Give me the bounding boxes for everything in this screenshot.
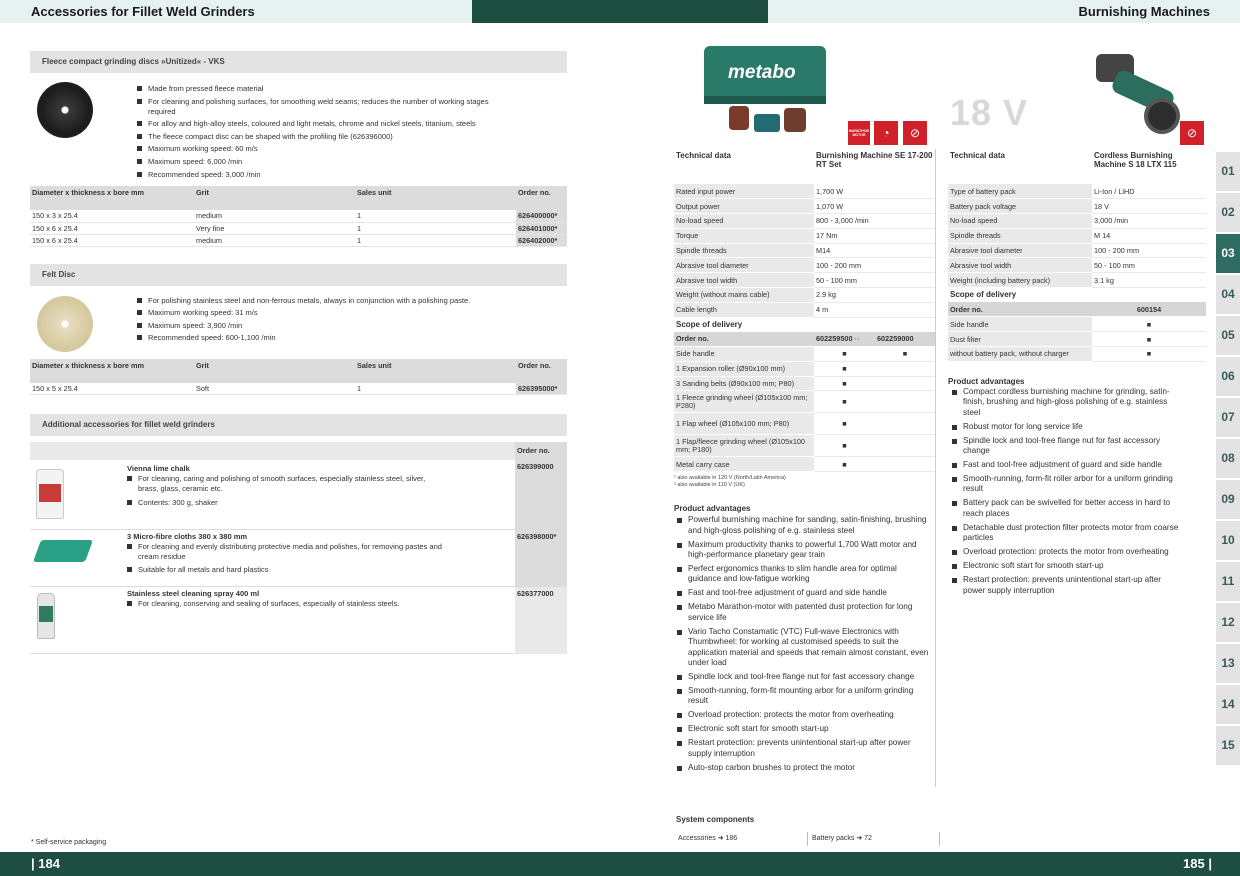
cell: Soft	[194, 383, 355, 395]
cell: 1 Flap/fleece grinding wheel (Ø105x100 mm; P180)	[674, 435, 814, 457]
restart-protection-icon: ⊘	[903, 121, 927, 145]
col-header: 602259500	[816, 334, 853, 344]
cell: No-load speed	[948, 214, 1092, 229]
cell	[875, 413, 935, 435]
table-header-row	[948, 302, 1206, 317]
se17-scope-table	[674, 332, 935, 472]
chalk-image	[36, 469, 64, 519]
table-row	[674, 302, 935, 317]
cell: Torque	[674, 228, 814, 243]
table-row	[674, 199, 935, 214]
cell: ■	[814, 346, 875, 361]
header-right	[768, 0, 1240, 23]
s18-volt-label: 18 V	[950, 92, 1029, 133]
vks-bullets	[137, 84, 517, 182]
footnote-self-service: * Self-service packaging	[31, 839, 107, 846]
list-item: Maximum working speed: 31 m/s	[137, 308, 557, 318]
list-item: The fleece compact disc can be shaped with the profiling file (626396000)	[137, 132, 517, 142]
marathon-badge	[848, 121, 870, 145]
cell: ■	[814, 457, 875, 472]
header-divider-band	[472, 0, 768, 23]
footnote-marks: ¹ ²	[854, 337, 860, 344]
vks-table	[30, 186, 567, 247]
cell: 1,070 W	[814, 199, 935, 214]
cell: ■	[814, 376, 875, 391]
list-item	[30, 587, 567, 654]
vks-section-title: Fleece compact grinding discs »Unitized« - VKS	[30, 51, 567, 73]
page-number-right: 185 |	[1183, 856, 1212, 871]
list-item: Recommended speed: 3,000 /min	[137, 170, 517, 180]
list-item: Contents: 300 g, shaker	[127, 498, 427, 508]
list-item	[30, 460, 567, 530]
list-item: Recommended speed: 600-1,100 /min	[137, 333, 557, 343]
list-item: Overload protection: protects the motor from overheating	[952, 547, 1180, 557]
tab-01[interactable]: 01	[1216, 152, 1240, 191]
order-cell: 626398000*	[515, 530, 567, 587]
table-row	[948, 228, 1206, 243]
tab-05[interactable]: 05	[1216, 316, 1240, 355]
table-row	[674, 214, 935, 229]
tab-12[interactable]: 12	[1216, 603, 1240, 642]
se17-adv-title: Product advantages	[674, 504, 751, 514]
tab-10[interactable]: 10	[1216, 521, 1240, 560]
tab-09[interactable]: 09	[1216, 480, 1240, 519]
list-item: Smooth-running, form-fit roller arbor for a uniform grinding result	[952, 474, 1180, 495]
tab-11[interactable]: 11	[1216, 562, 1240, 601]
table-row	[948, 346, 1206, 361]
cell: Abrasive tool diameter	[948, 243, 1092, 258]
s18-th-label: Technical data	[950, 151, 1005, 160]
vks-product	[30, 73, 567, 186]
additional-order-header: Order no.	[515, 442, 567, 460]
cell: ■	[875, 346, 935, 361]
order-cell: 626402000*	[516, 234, 567, 246]
cell: 100 - 200 mm	[1092, 243, 1206, 258]
order-cell: 626400000*	[516, 210, 567, 222]
table-row	[948, 258, 1206, 273]
table-row	[674, 288, 935, 303]
cell: No-load speed	[674, 214, 814, 229]
order-cell: 626401000*	[516, 222, 567, 234]
cell: ■	[1092, 317, 1206, 332]
table-row	[948, 184, 1206, 199]
list-item: Electronic soft start for smooth start-up	[952, 561, 1180, 571]
left-page	[30, 51, 567, 654]
cell: 50 - 100 mm	[1092, 258, 1206, 273]
system-link-battery-packs[interactable]: Battery packs ➜ 72	[808, 832, 940, 846]
cell	[875, 435, 935, 457]
vtc-icon: ◔	[874, 121, 898, 145]
list-item: Fast and tool-free adjustment of guard and side handle	[677, 588, 931, 598]
cell: medium	[194, 210, 355, 222]
list-item: Auto-stop carbon brushes to protect the motor	[677, 763, 931, 773]
table-row	[948, 199, 1206, 214]
list-item: Overload protection: protects the motor from overheating	[677, 710, 931, 720]
cell: 1 Fleece grinding wheel (Ø105x100 mm; P280)	[674, 391, 814, 413]
cell: Abrasive tool diameter	[674, 258, 814, 273]
cell: 1	[355, 383, 516, 395]
col-header: Diameter x thickness x bore mm	[30, 186, 194, 210]
list-item: Vario Tacho Constamatic (VTC) Full-wave Electronics with Thumbwheel: for working at customised speeds to suit the application material and speeds that remain almost constant, even under load	[677, 627, 931, 669]
cell: Battery pack voltage	[948, 199, 1092, 214]
cell: M14	[814, 243, 935, 258]
felt-product	[30, 286, 567, 359]
cell: Abrasive tool width	[948, 258, 1092, 273]
cell: M 14	[1092, 228, 1206, 243]
se17-th-product: Burnishing Machine SE 17-200 RT Set	[816, 151, 933, 169]
system-link-accessories[interactable]: Accessories ➜ 186	[676, 832, 808, 846]
item-name: 3 Micro-fibre cloths 380 x 380 mm	[127, 532, 248, 541]
cell: 150 x 5 x 25.4	[30, 383, 194, 395]
list-item: For cleaning, conserving and sealing of surfaces, especially of stainless steels.	[127, 599, 507, 609]
cell: ■	[814, 391, 875, 413]
list-item: Spindle lock and tool-free flange nut for fast accessory change	[952, 436, 1180, 457]
cell	[875, 457, 935, 472]
cell: without battery pack, without charger	[948, 346, 1092, 361]
cell: 1 Expansion roller (Ø90x100 mm)	[674, 361, 814, 376]
tab-04[interactable]: 04	[1216, 275, 1240, 314]
badge-label: MARATHON MOTOR	[848, 129, 870, 137]
se17-block	[674, 149, 936, 787]
list-item: Fast and tool-free adjustment of guard and side handle	[952, 460, 1180, 470]
cell: 150 x 3 x 25.4	[30, 210, 194, 222]
s18-block	[948, 149, 1206, 600]
col-header: Order no.	[516, 359, 567, 383]
s18-product-image	[1082, 50, 1194, 142]
se17-scope-title: Scope of delivery	[676, 319, 743, 329]
cell: 1	[355, 222, 516, 234]
list-item: For cleaning, caring and polishing of smooth surfaces, especially stainless steel, silver, brass, glass, ceramic etc.	[127, 474, 427, 494]
table-header-row	[674, 149, 935, 184]
cell: Type of battery pack	[948, 184, 1092, 199]
table-row	[30, 383, 567, 395]
system-title: System components	[676, 815, 755, 824]
cell: medium	[194, 234, 355, 246]
s18-spec-table	[948, 149, 1206, 288]
cell: ■	[814, 361, 875, 376]
list-item: Detachable dust protection filter protects motor from coarse particles	[952, 523, 1180, 544]
table-header-row	[30, 359, 567, 383]
list-item: Made from pressed fleece material	[137, 84, 517, 94]
col-header: Sales unit	[355, 186, 516, 210]
cell: 4 m	[814, 302, 935, 317]
cloth-image	[33, 540, 93, 562]
table-row	[674, 457, 935, 472]
cell: 1	[355, 210, 516, 222]
table-row	[674, 346, 935, 361]
header-left	[0, 0, 472, 23]
vks-disc-image	[37, 82, 93, 138]
table-row	[674, 391, 935, 413]
col-header: Order no.	[674, 332, 814, 347]
restart-protection-icon: ⊘	[1180, 121, 1204, 145]
tab-08[interactable]: 08	[1216, 439, 1240, 478]
felt-bullets	[137, 296, 557, 346]
list-item: Metabo Marathon-motor with patented dust protection for long service life	[677, 602, 931, 623]
cell: 3.1 kg	[1092, 273, 1206, 288]
col-header: Order no.	[516, 186, 567, 210]
table-row	[30, 222, 567, 234]
list-item: Restart protection: prevents unintentional start-up after power supply interruption	[952, 575, 1180, 596]
se17-product-image	[704, 46, 832, 146]
table-row	[948, 214, 1206, 229]
header-left-title: Accessories for Fillet Weld Grinders	[31, 4, 255, 19]
cell: 3 Sanding belts (Ø90x100 mm; P80)	[674, 376, 814, 391]
order-cell: 626395000*	[516, 383, 567, 395]
se17-notes	[674, 475, 935, 489]
list-item: Maximum working speed: 60 m/s	[137, 144, 517, 154]
felt-table	[30, 359, 567, 396]
cell: Side handle	[948, 317, 1092, 332]
tab-15[interactable]: 15	[1216, 726, 1240, 765]
cell: 17 Nm	[814, 228, 935, 243]
table-header-row	[948, 149, 1206, 184]
table-row	[948, 332, 1206, 347]
footnote: ² also available in 110 V (UK)	[674, 482, 745, 489]
list-item: Restart protection: prevents unintentional start-up after power supply interruption	[677, 738, 931, 759]
s18-adv-title: Product advantages	[948, 376, 1025, 386]
cell	[875, 361, 935, 376]
order-cell: 626377000	[515, 587, 567, 654]
cloth-text	[127, 532, 457, 578]
list-item: For cleaning and evenly distributing protective media and polishes, for removing pastes and cream residue	[127, 542, 457, 562]
spray-text	[127, 589, 507, 612]
cell: Metal carry case	[674, 457, 814, 472]
table-header-row	[30, 186, 567, 210]
cell: 18 V	[1092, 199, 1206, 214]
list-item: Robust motor for long service life	[952, 422, 1180, 432]
footnote: ¹ also available in 120 V (North/Latin America)	[674, 475, 786, 482]
cell	[875, 391, 935, 413]
list-item: Suitable for all metals and hard plastics	[127, 565, 457, 575]
table-row	[30, 234, 567, 246]
cell: Very fine	[194, 222, 355, 234]
table-row	[674, 435, 935, 457]
spray-image	[37, 593, 55, 639]
cell: ■	[1092, 346, 1206, 361]
system-components	[676, 815, 946, 846]
additional-header-row	[30, 442, 567, 460]
list-item: Maximum speed: 6,000 /min	[137, 157, 517, 167]
col-header: 602259000	[875, 332, 935, 347]
list-item: Smooth-running, form-fit mounting arbor for a uniform grinding result	[677, 686, 931, 707]
s18-scope-table	[948, 302, 1206, 362]
cell: Weight (without mains cable)	[674, 288, 814, 303]
s18-th-product: Cordless Burnishing Machine S 18 LTX 115	[1094, 151, 1177, 169]
cell: Spindle threads	[948, 228, 1092, 243]
list-item: Spindle lock and tool-free flange nut for fast accessory change	[677, 672, 931, 682]
footer-bar	[0, 852, 1240, 876]
list-item: Maximum productivity thanks to powerful 1,700 Watt motor and high-performance planetary gear train	[677, 540, 931, 561]
tab-13[interactable]: 13	[1216, 644, 1240, 683]
col-header: Grit	[194, 359, 355, 383]
tab-06[interactable]: 06	[1216, 357, 1240, 396]
case-brand-logo: metabo	[728, 62, 796, 83]
s18-advantages	[948, 387, 1206, 596]
se17-th-label: Technical data	[676, 151, 731, 160]
cell: 150 x 6 x 25.4	[30, 222, 194, 234]
cell: Spindle threads	[674, 243, 814, 258]
table-row	[674, 361, 935, 376]
table-row	[948, 273, 1206, 288]
list-item: Electronic soft start for smooth start-up	[677, 724, 931, 734]
table-row	[674, 413, 935, 435]
cell: ■	[1092, 332, 1206, 347]
table-row	[674, 243, 935, 258]
table-row	[948, 243, 1206, 258]
col-header: Sales unit	[355, 359, 516, 383]
table-row	[30, 210, 567, 222]
additional-section-title: Additional accessories for fillet weld grinders	[30, 414, 567, 436]
cell: 1,700 W	[814, 184, 935, 199]
list-item: Perfect ergonomics thanks to slim handle area for optimal guidance and low-fatigue working	[677, 564, 931, 585]
cell: 50 - 100 mm	[814, 273, 935, 288]
cell: Rated input power	[674, 184, 814, 199]
cell: 1 Flap wheel (Ø105x100 mm; P80)	[674, 413, 814, 435]
cell: 100 - 200 mm	[814, 258, 935, 273]
list-item: Battery pack can be swivelled for better access in hard to reach places	[952, 498, 1180, 519]
tab-07[interactable]: 07	[1216, 398, 1240, 437]
cell: Output power	[674, 199, 814, 214]
header-right-title: Burnishing Machines	[1078, 4, 1210, 19]
tab-14[interactable]: 14	[1216, 685, 1240, 724]
list-item	[30, 530, 567, 587]
cell: Cable length	[674, 302, 814, 317]
item-name: Stainless steel cleaning spray 400 ml	[127, 589, 260, 598]
list-item: Compact cordless burnishing machine for grinding, satin-finish, brushing and high-gloss polishing of e.g. stainless steel	[952, 387, 1180, 418]
felt-section-title: Felt Disc	[30, 264, 567, 286]
cell: Abrasive tool width	[674, 273, 814, 288]
cell: ■	[814, 435, 875, 457]
col-header: Grit	[194, 186, 355, 210]
list-item: For polishing stainless steel and non-ferrous metals, always in conjunction with a polishing paste.	[137, 296, 557, 306]
table-row	[674, 376, 935, 391]
order-cell: 626399000	[515, 460, 567, 530]
tab-02[interactable]: 02	[1216, 193, 1240, 232]
chalk-text	[127, 464, 427, 511]
cell: 150 x 6 x 25.4	[30, 234, 194, 246]
tab-03-active[interactable]: 03	[1216, 234, 1240, 273]
s18-scope-title: Scope of delivery	[950, 290, 1017, 300]
table-header-row	[674, 332, 935, 347]
cell: Weight (including battery pack)	[948, 273, 1092, 288]
cell	[875, 376, 935, 391]
list-item: For cleaning and polishing surfaces, for smoothing weld seams; reduces the number of working stages required	[137, 97, 517, 117]
cell: ■	[814, 413, 875, 435]
cell: 1	[355, 234, 516, 246]
page-number-left: | 184	[31, 856, 60, 871]
table-row	[674, 184, 935, 199]
felt-disc-image	[37, 296, 93, 352]
table-row	[674, 273, 935, 288]
cell: Side handle	[674, 346, 814, 361]
col-header: Order no.	[948, 302, 1092, 317]
table-row	[948, 317, 1206, 332]
cell: 800 - 3,000 /min	[814, 214, 935, 229]
cell: 2.9 kg	[814, 288, 935, 303]
table-row	[674, 228, 935, 243]
list-item: Powerful burnishing machine for sanding, satin-finishing, brushing and high-gloss polishing of e.g. stainless steel	[677, 515, 931, 536]
col-header: Diameter x thickness x bore mm	[30, 359, 194, 383]
se17-advantages	[674, 515, 935, 787]
cell: Dust filter	[948, 332, 1092, 347]
item-name: Vienna lime chalk	[127, 464, 190, 473]
list-item: Maximum speed: 3,900 /min	[137, 321, 557, 331]
cell: 3,000 /min	[1092, 214, 1206, 229]
table-row	[674, 258, 935, 273]
cell: Li-Ion / LiHD	[1092, 184, 1206, 199]
list-item: For alloy and high-alloy steels, coloured and light metals, chrome and nickel steels, titanium, steels	[137, 119, 577, 129]
col-header: 600154	[1092, 302, 1206, 317]
se17-spec-table	[674, 149, 935, 318]
